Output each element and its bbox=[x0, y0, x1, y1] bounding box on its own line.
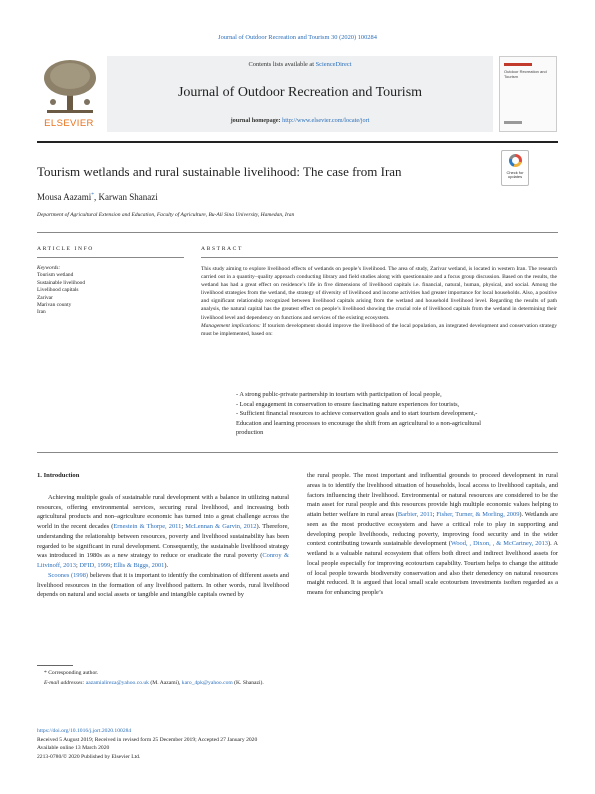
abstract-text bbox=[201, 265, 557, 338]
list-item: - A strong public-private partnership in tourism with participation of local people, bbox=[236, 391, 442, 398]
paragraph-text: Achieving multiple goals of sustainable rural development with a balance in utilizing natural resources, offering environmental services, securing rural livelihood, and increasing both agricultural products and non–agriculture economic has turned into a great challenge across the world in the recent decades ( bbox=[37, 493, 289, 530]
footnote-mark: * bbox=[44, 670, 47, 676]
keyword: Marivan county bbox=[37, 302, 72, 309]
keywords-heading: Keywords: bbox=[37, 265, 61, 271]
keyword: Zarivar bbox=[37, 294, 53, 301]
keyword: Tourism wetland bbox=[37, 272, 74, 279]
abstract-body: This study aiming to explore livelihood effects of wetlands on people’s livelihood. The area of study, Zarivar wetland, is located in western Iran. The research carried out in a quantity–quality approach conducting library and field studies along with questionnaire and a focus group discussion. Based on the results, the wetland has had a great effect on residence’s life in five dimensions of livelihood capitals i.e. financial, natural, human, physical, and social. Among the livelihood strategies from the wetland, the strategy of diversity of livelihood and income activities had greater importance for local households. Also, a positive and significant relationship recognized between livelihood capitals arising from the wetland and household livelihood level. Regarding the results of path analysis, the natural capital has the greatest effect on people’s livelihood showing the crucial role of livelihood capitals from the wetland in determining their livelihood level and dependency on functions and services of the existing ecosystem. bbox=[201, 266, 557, 321]
contents-line bbox=[107, 61, 493, 68]
section-divider bbox=[37, 232, 558, 233]
header-divider bbox=[37, 141, 558, 143]
list-item: Education and learning processes to encourage the shift from an agricultural to a non-agricultural bbox=[236, 419, 481, 427]
paragraph-text: the rural people. The most important and influential grounds to proceed development in rural areas is to identify the livelihood situation of households, local access to livelihood capitals, and factors influencing their livelihood. Environmental or natural resources are considered to be the main asset for rural people and this resources provide high multiple economic values helping to attain better welfare in rural areas ( bbox=[307, 472, 558, 518]
list-item: - Local engagement in conservation to ensure fascinating nature experiences for tourists, bbox=[236, 400, 460, 408]
contents-prefix: Contents lists available at bbox=[248, 61, 316, 68]
abstract-divider bbox=[201, 257, 558, 258]
keyword: Iran bbox=[37, 309, 46, 316]
journal-title: Journal of Outdoor Recreation and Tourism bbox=[177, 85, 423, 100]
abstract-end-divider bbox=[37, 452, 558, 453]
author-list bbox=[37, 192, 158, 202]
email-owner: (M. Aazami), bbox=[148, 679, 182, 686]
body-column-left bbox=[37, 471, 289, 600]
citation-link[interactable]: Wood, , Dixon, , & McCartney, 2013 bbox=[450, 540, 548, 548]
doi-link[interactable]: https://doi.org/10.1016/j.jort.2020.100284 bbox=[37, 728, 132, 734]
citation-link[interactable]: DFID, 1999 bbox=[79, 562, 111, 569]
list-item: - Sufficient financial resources to achieve conservation goals and to start tourism development,- bbox=[236, 410, 478, 418]
journal-reference: Journal of Outdoor Recreation and Tourism 30 (2020) 100284 bbox=[218, 34, 377, 41]
citation-link[interactable]: Fisher, Turner, & Morling, 2009 bbox=[436, 511, 520, 518]
homepage-link[interactable]: http://www.elsevier.com/locate/jort bbox=[282, 117, 370, 124]
abstract-label: ABSTRACT bbox=[201, 246, 244, 252]
footnotes bbox=[44, 669, 264, 688]
citation-link[interactable]: Conroy & Litvinoff, 2013 bbox=[37, 552, 289, 569]
paragraph-text: ; bbox=[75, 562, 80, 569]
footnote-text: Corresponding author. bbox=[46, 670, 99, 676]
keywords-block bbox=[37, 265, 85, 317]
paragraph-text: ; bbox=[181, 523, 186, 530]
sciencedirect-link[interactable]: ScienceDirect bbox=[315, 61, 352, 68]
email-note bbox=[44, 679, 264, 689]
citation-link[interactable]: Barbier, 2011 bbox=[397, 511, 433, 518]
received-dates: Received 5 August 2019; Received in revised form 25 December 2019; Accepted 27 January 2020 bbox=[37, 736, 258, 743]
paragraph-text: ). A wetland is a valuable natural ecosystem that offers both direct and indirect livelihood assets for local people especially for improving ecotourism capability. Tourism helps to change the attitude of local people towards biodiversity conservation and also their denedency on natural resources maight reduced. It is argued that local small scale ecotourism investments isoften regarded as a means for enhancing people’s bbox=[307, 540, 558, 596]
publisher-name: ELSEVIER bbox=[44, 118, 94, 129]
corresponding-author-note bbox=[44, 669, 264, 679]
author-name[interactable]: Mousa Aazami bbox=[37, 192, 92, 202]
publication-info bbox=[37, 727, 257, 761]
paragraph bbox=[307, 471, 558, 598]
copyright-line: 2213-0780/© 2020 Published by Elsevier Ltd. bbox=[37, 753, 141, 760]
author-separator: , bbox=[94, 192, 99, 202]
management-implications-text: If tourism development should improve the livelihood of the local population, an integrated development and conservation strategy must be implemented, based on: bbox=[201, 322, 557, 337]
paragraph bbox=[37, 493, 289, 571]
article-info-divider bbox=[37, 257, 184, 258]
paragraph-text: ). Therefore, understanding the relationship between resources, poverty and livelihood sustainability has been regarded to be significant in rural development. Consequently, the sustainable livelihood strategy was introduced in 1980s as a new strategy to reduce or eradicate the rural poverty ( bbox=[37, 523, 290, 560]
cover-stripe bbox=[504, 121, 522, 124]
online-date: Available online 13 March 2020 bbox=[37, 745, 110, 751]
keyword: Livelihood capitals bbox=[37, 287, 79, 294]
section-heading: 1. Introduction bbox=[37, 472, 80, 479]
author-name[interactable]: Karwan Shanazi bbox=[98, 192, 158, 202]
body-column-right bbox=[307, 471, 558, 598]
cover-stripe bbox=[504, 63, 532, 66]
journal-header bbox=[37, 56, 557, 136]
article-info-label: ARTICLE INFO bbox=[37, 246, 94, 252]
management-implications-heading: Management implications: bbox=[201, 322, 261, 329]
check-for-updates-badge[interactable] bbox=[501, 150, 529, 186]
implications-list bbox=[236, 390, 556, 438]
footnote-divider bbox=[37, 665, 73, 666]
paragraph-text: ). Wetlands are seen as the most productive ecosystem and have a critical role to play in supporting and developing people livelihoods, reducing poverty, improving food security and in the wider context contributing towards sustainable development ( bbox=[307, 511, 558, 548]
crossmark-center bbox=[512, 157, 519, 164]
elsevier-logo bbox=[37, 56, 101, 130]
citation-link[interactable]: Scoones (1998) bbox=[48, 571, 89, 579]
paragraph-text: believes that it is important to identify the combination of different assets and livelihood resources in the formation of any livelihood pattern. In other words, rural livelihood depends on natural and social assets or tangible and intangible capitals owned by bbox=[37, 571, 290, 599]
homepage-line bbox=[107, 117, 493, 124]
email-label: E-mail addresses: bbox=[44, 679, 85, 686]
corresponding-author-mark[interactable]: * bbox=[91, 192, 94, 198]
paragraph bbox=[37, 571, 289, 600]
paragraph-text: ; bbox=[110, 562, 114, 569]
citation-link[interactable]: Ernestein & Thorpe, 2011 bbox=[113, 523, 182, 530]
article-title: Tourism wetlands and rural sustainable livelihood: The case from Iran bbox=[37, 164, 402, 179]
affiliation: Department of Agricultural Extension and Education, Faculty of Agriculture, Bu-Ali Sina University, Hamedan, Iran bbox=[37, 212, 295, 218]
email-link[interactable]: aazamialireza@yahoo.co.uk bbox=[85, 679, 149, 686]
citation-link[interactable]: McLennan & Garvin, 2012 bbox=[185, 523, 257, 530]
email-link[interactable]: karo_4pk@yahoo.com bbox=[181, 679, 233, 686]
journal-cover-image bbox=[499, 56, 557, 132]
homepage-prefix: journal homepage: bbox=[230, 117, 283, 124]
citation-link[interactable]: Ellis & Biggs, 2001 bbox=[113, 562, 165, 569]
tree-icon bbox=[41, 58, 99, 116]
cover-text: Outdoor Recreation and Tourism bbox=[504, 69, 547, 79]
paragraph-text: ). bbox=[164, 562, 169, 569]
journal-banner bbox=[107, 56, 493, 132]
paragraph-text: ; bbox=[432, 511, 437, 518]
keyword: Sustainable livelihood bbox=[37, 279, 86, 286]
check-updates-label: Check for updates bbox=[506, 170, 524, 180]
list-item: production bbox=[236, 429, 264, 437]
email-owner: (K. Shanazi). bbox=[232, 679, 264, 686]
